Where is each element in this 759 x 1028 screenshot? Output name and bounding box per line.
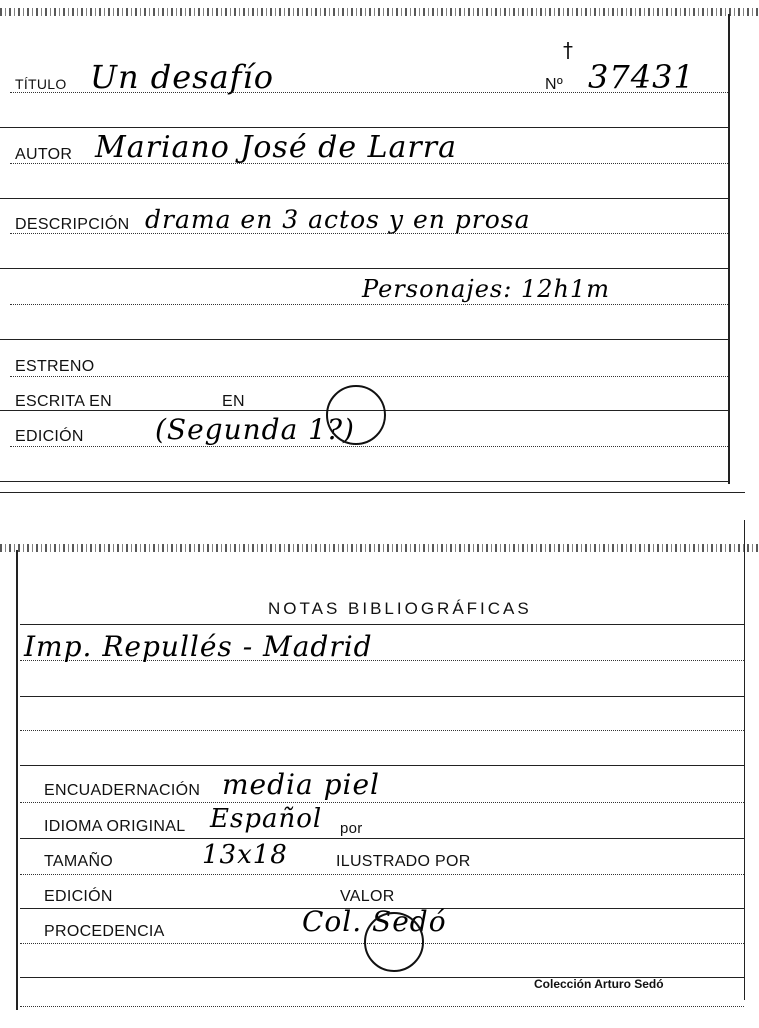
label-idioma-original: IDIOMA ORIGINAL: [44, 818, 186, 835]
rule-line: [20, 838, 744, 839]
library-stamp-circle: [364, 912, 424, 972]
label-encuadernacion: ENCUADERNACIÓN: [44, 782, 201, 799]
label-procedencia: PROCEDENCIA: [44, 923, 165, 940]
rule-line: [20, 730, 744, 731]
card-right-border: [728, 14, 730, 484]
rule-line: [20, 802, 744, 803]
value-encuadernacion: media piel: [222, 768, 380, 801]
front-card: [0, 0, 759, 500]
notas-heading: NOTAS BIBLIOGRÁFICAS: [268, 599, 532, 618]
value-personajes: Personajes: 12h1m: [362, 275, 610, 303]
value-descripcion: drama en 3 actos y en prosa: [145, 205, 531, 234]
card-right-border: [744, 520, 745, 1000]
value-numero: 37431: [588, 58, 695, 96]
value-edicion: (Segunda 1?): [155, 413, 355, 446]
label-numero: Nº: [545, 76, 563, 93]
value-tamano: 13x18: [202, 840, 288, 870]
label-por: por: [340, 820, 363, 837]
rule-line: [0, 481, 728, 482]
rule-line: [20, 1006, 744, 1007]
label-tamano: TAMAÑO: [44, 853, 114, 870]
library-stamp-circle: [326, 385, 386, 445]
rule-line: [0, 198, 728, 199]
dagger-mark: †: [563, 38, 573, 62]
value-titulo: Un desafío: [90, 58, 275, 96]
rule-line: [0, 339, 728, 340]
value-autor: Mariano José de Larra: [95, 130, 457, 165]
label-edicion-back: EDICIÓN: [44, 888, 113, 905]
label-ilustrado-por: ILUSTRADO POR: [336, 853, 471, 870]
footer-credit: Colección Arturo Sedó: [534, 977, 664, 991]
rule-line: [10, 376, 728, 377]
label-descripcion: DESCRIPCIÓN: [15, 216, 130, 233]
rule-line: [20, 696, 744, 697]
rule-line: [20, 874, 744, 875]
back-card: [0, 540, 759, 1028]
card-left-border: [16, 550, 18, 1010]
card-bottom-edge: [0, 492, 745, 493]
label-escrita-en: ESCRITA EN: [15, 393, 112, 410]
card-edge: [0, 8, 759, 16]
rule-line: [20, 624, 744, 625]
rule-line: [0, 268, 728, 269]
value-notas: Imp. Repullés - Madrid: [24, 630, 373, 663]
card-edge: [0, 544, 759, 552]
rule-line: [20, 765, 744, 766]
label-valor: VALOR: [340, 888, 395, 905]
label-autor: AUTOR: [15, 146, 73, 163]
rule-line: [10, 446, 728, 447]
value-procedencia: Col. Sedó: [302, 905, 447, 938]
label-estreno: ESTRENO: [15, 358, 95, 375]
rule-line: [10, 304, 728, 305]
label-edicion: EDICIÓN: [15, 428, 84, 445]
value-idioma-original: Español: [210, 804, 323, 834]
label-titulo: TÍTULO: [15, 76, 67, 92]
label-en: EN: [222, 393, 245, 410]
rule-line: [0, 127, 728, 128]
